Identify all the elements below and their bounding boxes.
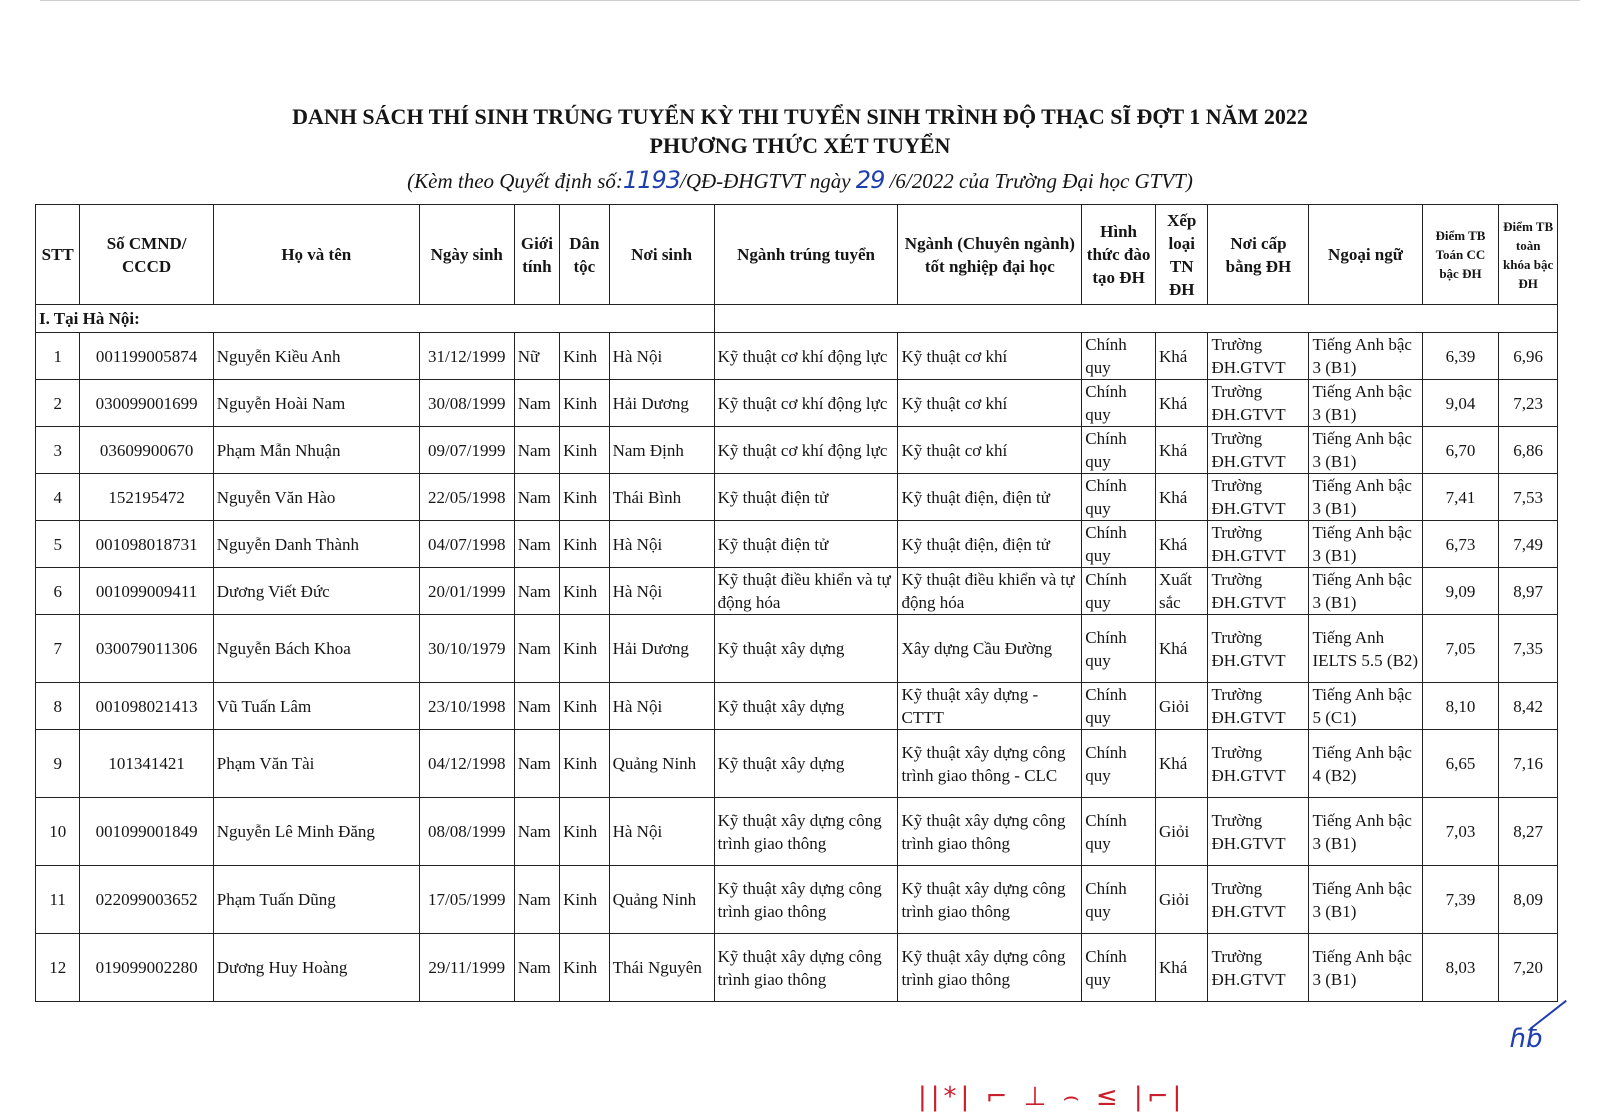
- cell-ethnic: Kinh: [560, 427, 609, 474]
- cell-gpa: 7,35: [1499, 615, 1558, 683]
- header-grade: Xếp loại TN ĐH: [1155, 205, 1208, 305]
- cell-id: 03609900670: [80, 427, 213, 474]
- cell-math-score: 9,04: [1422, 380, 1499, 427]
- cell-id: 022099003652: [80, 866, 213, 934]
- cell-birthplace: Thái Bình: [609, 474, 714, 521]
- cell-gender: Nam: [514, 730, 559, 798]
- cell-math-score: 6,39: [1422, 333, 1499, 380]
- cell-grade: Khá: [1155, 333, 1208, 380]
- header-id: Số CMND/ CCCD: [80, 205, 213, 305]
- cell-ethnic: Kinh: [560, 615, 609, 683]
- cell-stt: 12: [36, 934, 80, 1002]
- cell-name: Nguyễn Văn Hào: [213, 474, 419, 521]
- cell-dob: 04/07/1998: [419, 521, 514, 568]
- cell-gender: Nam: [514, 568, 559, 615]
- table-row: [36, 333, 1558, 380]
- cell-stt: 7: [36, 615, 80, 683]
- section-row: [36, 305, 1558, 333]
- cell-dob: 20/01/1999: [419, 568, 514, 615]
- header-gender: Giới tính: [514, 205, 559, 305]
- cell-dob: 04/12/1998: [419, 730, 514, 798]
- decision-day-handwritten: 29: [855, 166, 885, 194]
- cell-gpa: 8,42: [1499, 683, 1558, 730]
- cell-admitted-major: Kỹ thuật xây dựng: [714, 683, 898, 730]
- decision-number-handwritten: 1193: [622, 166, 680, 194]
- cell-stt: 4: [36, 474, 80, 521]
- cell-grad-major: Kỹ thuật cơ khí: [898, 333, 1082, 380]
- header-birthplace: Nơi sinh: [609, 205, 714, 305]
- cell-gender: Nam: [514, 866, 559, 934]
- section-spacer: [714, 305, 1557, 333]
- cell-training-mode: Chính quy: [1082, 380, 1156, 427]
- cell-issuer: Trường ĐH.GTVT: [1208, 521, 1309, 568]
- cell-stt: 8: [36, 683, 80, 730]
- cell-stt: 6: [36, 568, 80, 615]
- header-grad-major: Ngành (Chuyên ngành) tốt nghiệp đại học: [898, 205, 1082, 305]
- cell-id: 001099009411: [80, 568, 213, 615]
- cell-grade: Xuất sắc: [1155, 568, 1208, 615]
- cell-gpa: 7,49: [1499, 521, 1558, 568]
- cell-issuer: Trường ĐH.GTVT: [1208, 427, 1309, 474]
- cell-issuer: Trường ĐH.GTVT: [1208, 730, 1309, 798]
- cell-gpa: 6,96: [1499, 333, 1558, 380]
- document-subtitle: [0, 166, 1600, 194]
- cell-grade: Khá: [1155, 730, 1208, 798]
- header-admitted-major: Ngành trúng tuyển: [714, 205, 898, 305]
- cell-training-mode: Chính quy: [1082, 934, 1156, 1002]
- table-row: [36, 427, 1558, 474]
- table-row: [36, 380, 1558, 427]
- cell-issuer: Trường ĐH.GTVT: [1208, 474, 1309, 521]
- cell-birthplace: Hà Nội: [609, 798, 714, 866]
- header-math-score: Điểm TB Toán CC bậc ĐH: [1422, 205, 1499, 305]
- cell-dob: 30/10/1979: [419, 615, 514, 683]
- header-language: Ngoại ngữ: [1309, 205, 1422, 305]
- cell-grade: Giỏi: [1155, 866, 1208, 934]
- header-stt: STT: [36, 205, 80, 305]
- cell-language: Tiếng Anh bậc 3 (B1): [1309, 934, 1422, 1002]
- cell-name: Nguyễn Danh Thành: [213, 521, 419, 568]
- cell-language: Tiếng Anh bậc 3 (B1): [1309, 474, 1422, 521]
- header-gpa: Điểm TB toàn khóa bậc ĐH: [1499, 205, 1558, 305]
- subtitle-prefix: (Kèm theo Quyết định số:: [407, 169, 623, 193]
- cell-math-score: 7,03: [1422, 798, 1499, 866]
- table-row: [36, 683, 1558, 730]
- cell-training-mode: Chính quy: [1082, 333, 1156, 380]
- cell-gender: Nam: [514, 798, 559, 866]
- cell-birthplace: Hà Nội: [609, 333, 714, 380]
- cell-dob: 09/07/1999: [419, 427, 514, 474]
- cell-gpa: 8,27: [1499, 798, 1558, 866]
- cell-dob: 30/08/1999: [419, 380, 514, 427]
- cell-language: Tiếng Anh bậc 3 (B1): [1309, 866, 1422, 934]
- header-issuer: Nơi cấp bằng ĐH: [1208, 205, 1309, 305]
- cell-dob: 23/10/1998: [419, 683, 514, 730]
- cell-stt: 2: [36, 380, 80, 427]
- cell-grad-major: Kỹ thuật xây dựng công trình giao thông - CLC: [898, 730, 1082, 798]
- cell-issuer: Trường ĐH.GTVT: [1208, 615, 1309, 683]
- cell-name: Nguyễn Hoài Nam: [213, 380, 419, 427]
- cell-gender: Nam: [514, 380, 559, 427]
- admission-table: [35, 204, 1558, 1002]
- cell-stt: 9: [36, 730, 80, 798]
- cell-language: Tiếng Anh bậc 3 (B1): [1309, 521, 1422, 568]
- document-title: DANH SÁCH THÍ SINH TRÚNG TUYỂN KỲ THI TUYỂN SINH TRÌNH ĐỘ THẠC SĨ ĐỢT 1 NĂM 2022: [292, 104, 1308, 129]
- cell-issuer: Trường ĐH.GTVT: [1208, 380, 1309, 427]
- cell-grade: Khá: [1155, 521, 1208, 568]
- cell-ethnic: Kinh: [560, 798, 609, 866]
- cell-dob: 08/08/1999: [419, 798, 514, 866]
- cell-dob: 29/11/1999: [419, 934, 514, 1002]
- cell-name: Dương Viết Đức: [213, 568, 419, 615]
- cell-grad-major: Kỹ thuật điện, điện tử: [898, 474, 1082, 521]
- cell-grade: Khá: [1155, 474, 1208, 521]
- table-header-row: [36, 205, 1558, 305]
- cell-admitted-major: Kỹ thuật cơ khí động lực: [714, 427, 898, 474]
- cell-birthplace: Quảng Ninh: [609, 866, 714, 934]
- table-row: [36, 866, 1558, 934]
- cell-birthplace: Thái Nguyên: [609, 934, 714, 1002]
- cell-grade: Giỏi: [1155, 683, 1208, 730]
- cell-training-mode: Chính quy: [1082, 474, 1156, 521]
- cell-gender: Nam: [514, 615, 559, 683]
- header-ethnic: Dân tộc: [560, 205, 609, 305]
- cell-admitted-major: Kỹ thuật điều khiển và tự động hóa: [714, 568, 898, 615]
- cell-birthplace: Nam Định: [609, 427, 714, 474]
- cell-id: 001099001849: [80, 798, 213, 866]
- table-row: [36, 474, 1558, 521]
- cell-ethnic: Kinh: [560, 683, 609, 730]
- cell-language: Tiếng Anh bậc 3 (B1): [1309, 380, 1422, 427]
- cell-name: Dương Huy Hoàng: [213, 934, 419, 1002]
- cell-training-mode: Chính quy: [1082, 568, 1156, 615]
- cell-admitted-major: Kỹ thuật điện tử: [714, 474, 898, 521]
- cell-grade: Khá: [1155, 427, 1208, 474]
- subtitle-suffix: /6/2022 của Trường Đại học GTVT): [889, 169, 1193, 193]
- cell-birthplace: Hà Nội: [609, 683, 714, 730]
- cell-ethnic: Kinh: [560, 730, 609, 798]
- cell-grad-major: Kỹ thuật xây dựng - CTTT: [898, 683, 1082, 730]
- cell-math-score: 7,05: [1422, 615, 1499, 683]
- cell-gpa: 8,09: [1499, 866, 1558, 934]
- cell-grad-major: Kỹ thuật xây dựng công trình giao thông: [898, 866, 1082, 934]
- table-row: [36, 568, 1558, 615]
- cell-math-score: 6,73: [1422, 521, 1499, 568]
- cell-gpa: 7,53: [1499, 474, 1558, 521]
- cell-grad-major: Kỹ thuật cơ khí: [898, 427, 1082, 474]
- cell-stt: 1: [36, 333, 80, 380]
- table-row: [36, 934, 1558, 1002]
- cell-math-score: 7,41: [1422, 474, 1499, 521]
- cell-math-score: 8,03: [1422, 934, 1499, 1002]
- cell-id: 001098018731: [80, 521, 213, 568]
- cell-language: Tiếng Anh IELTS 5.5 (B2): [1309, 615, 1422, 683]
- subtitle-middle: /QĐ-ĐHGTVT ngày: [680, 169, 851, 193]
- cell-gender: Nam: [514, 427, 559, 474]
- cell-training-mode: Chính quy: [1082, 866, 1156, 934]
- cell-name: Nguyễn Kiều Anh: [213, 333, 419, 380]
- cell-dob: 17/05/1999: [419, 866, 514, 934]
- cell-grad-major: Kỹ thuật điện, điện tử: [898, 521, 1082, 568]
- cell-gpa: 8,97: [1499, 568, 1558, 615]
- table-row: [36, 730, 1558, 798]
- cell-grade: Khá: [1155, 380, 1208, 427]
- cell-name: Nguyễn Lê Minh Đăng: [213, 798, 419, 866]
- cell-admitted-major: Kỹ thuật xây dựng: [714, 730, 898, 798]
- table-row: [36, 615, 1558, 683]
- cell-grad-major: Kỹ thuật xây dựng công trình giao thông: [898, 934, 1082, 1002]
- cell-admitted-major: Kỹ thuật xây dựng công trình giao thông: [714, 798, 898, 866]
- cell-grad-major: Kỹ thuật xây dựng công trình giao thông: [898, 798, 1082, 866]
- cell-issuer: Trường ĐH.GTVT: [1208, 568, 1309, 615]
- cell-birthplace: Hải Dương: [609, 615, 714, 683]
- cell-math-score: 6,70: [1422, 427, 1499, 474]
- cell-issuer: Trường ĐH.GTVT: [1208, 333, 1309, 380]
- cell-language: Tiếng Anh bậc 3 (B1): [1309, 568, 1422, 615]
- cell-id: 101341421: [80, 730, 213, 798]
- cell-gender: Nữ: [514, 333, 559, 380]
- cell-name: Vũ Tuấn Lâm: [213, 683, 419, 730]
- cell-stt: 11: [36, 866, 80, 934]
- cell-birthplace: Hà Nội: [609, 568, 714, 615]
- cell-grad-major: Kỹ thuật cơ khí: [898, 380, 1082, 427]
- cell-id: 019099002280: [80, 934, 213, 1002]
- cell-id: 152195472: [80, 474, 213, 521]
- table-row: [36, 798, 1558, 866]
- cell-gpa: 7,16: [1499, 730, 1558, 798]
- cell-dob: 31/12/1999: [419, 333, 514, 380]
- cell-language: Tiếng Anh bậc 5 (C1): [1309, 683, 1422, 730]
- cell-gender: Nam: [514, 474, 559, 521]
- cell-training-mode: Chính quy: [1082, 521, 1156, 568]
- cell-math-score: 9,09: [1422, 568, 1499, 615]
- cell-admitted-major: Kỹ thuật xây dựng công trình giao thông: [714, 934, 898, 1002]
- cell-ethnic: Kinh: [560, 934, 609, 1002]
- cell-dob: 22/05/1998: [419, 474, 514, 521]
- cell-stt: 5: [36, 521, 80, 568]
- cell-grad-major: Kỹ thuật điều khiển và tự động hóa: [898, 568, 1082, 615]
- cell-birthplace: Hà Nội: [609, 521, 714, 568]
- cell-training-mode: Chính quy: [1082, 683, 1156, 730]
- cell-name: Phạm Mẫn Nhuận: [213, 427, 419, 474]
- cell-name: Phạm Tuấn Dũng: [213, 866, 419, 934]
- table-row: [36, 521, 1558, 568]
- cell-ethnic: Kinh: [560, 866, 609, 934]
- cell-ethnic: Kinh: [560, 333, 609, 380]
- cell-gender: Nam: [514, 934, 559, 1002]
- cell-name: Phạm Văn Tài: [213, 730, 419, 798]
- cell-grad-major: Xây dựng Cầu Đường: [898, 615, 1082, 683]
- cell-grade: Khá: [1155, 615, 1208, 683]
- cell-math-score: 6,65: [1422, 730, 1499, 798]
- cell-language: Tiếng Anh bậc 3 (B1): [1309, 798, 1422, 866]
- table-body: [36, 305, 1558, 1002]
- cell-issuer: Trường ĐH.GTVT: [1208, 683, 1309, 730]
- cell-training-mode: Chính quy: [1082, 427, 1156, 474]
- cell-math-score: 7,39: [1422, 866, 1499, 934]
- cell-grade: Khá: [1155, 934, 1208, 1002]
- cell-admitted-major: Kỹ thuật cơ khí động lực: [714, 380, 898, 427]
- cell-gpa: 7,23: [1499, 380, 1558, 427]
- cell-birthplace: Quảng Ninh: [609, 730, 714, 798]
- cell-gender: Nam: [514, 521, 559, 568]
- cell-id: 030079011306: [80, 615, 213, 683]
- cell-ethnic: Kinh: [560, 521, 609, 568]
- cell-stt: 10: [36, 798, 80, 866]
- cell-id: 001098021413: [80, 683, 213, 730]
- cell-training-mode: Chính quy: [1082, 615, 1156, 683]
- cell-admitted-major: Kỹ thuật cơ khí động lực: [714, 333, 898, 380]
- cell-admitted-major: Kỹ thuật xây dựng công trình giao thông: [714, 866, 898, 934]
- cell-language: Tiếng Anh bậc 4 (B2): [1309, 730, 1422, 798]
- cell-issuer: Trường ĐH.GTVT: [1208, 934, 1309, 1002]
- header-name: Họ và tên: [213, 205, 419, 305]
- cell-gpa: 7,20: [1499, 934, 1558, 1002]
- cell-gpa: 6,86: [1499, 427, 1558, 474]
- section-label: I. Tại Hà Nội:: [36, 305, 715, 333]
- page-top-border: [40, 0, 1580, 1]
- red-stamp-fragment: ||*| ⌐ ⊥ ⌢ ≤ |⌐|: [918, 1082, 1186, 1112]
- cell-birthplace: Hải Dương: [609, 380, 714, 427]
- document-title-method: PHƯƠNG THỨC XÉT TUYỂN: [649, 133, 951, 158]
- cell-issuer: Trường ĐH.GTVT: [1208, 866, 1309, 934]
- cell-admitted-major: Kỹ thuật xây dựng: [714, 615, 898, 683]
- cell-id: 001199005874: [80, 333, 213, 380]
- signature-stroke: [1529, 1000, 1566, 1030]
- header-dob: Ngày sinh: [419, 205, 514, 305]
- cell-gender: Nam: [514, 683, 559, 730]
- cell-language: Tiếng Anh bậc 3 (B1): [1309, 427, 1422, 474]
- cell-math-score: 8,10: [1422, 683, 1499, 730]
- cell-admitted-major: Kỹ thuật điện tử: [714, 521, 898, 568]
- cell-grade: Giỏi: [1155, 798, 1208, 866]
- cell-ethnic: Kinh: [560, 474, 609, 521]
- cell-training-mode: Chính quy: [1082, 798, 1156, 866]
- cell-name: Nguyễn Bách Khoa: [213, 615, 419, 683]
- signature-initials: ɦƀ: [1510, 1024, 1543, 1054]
- header-training-mode: Hình thức đào tạo ĐH: [1082, 205, 1156, 305]
- cell-stt: 3: [36, 427, 80, 474]
- cell-ethnic: Kinh: [560, 568, 609, 615]
- cell-issuer: Trường ĐH.GTVT: [1208, 798, 1309, 866]
- cell-training-mode: Chính quy: [1082, 730, 1156, 798]
- cell-language: Tiếng Anh bậc 3 (B1): [1309, 333, 1422, 380]
- cell-id: 030099001699: [80, 380, 213, 427]
- cell-ethnic: Kinh: [560, 380, 609, 427]
